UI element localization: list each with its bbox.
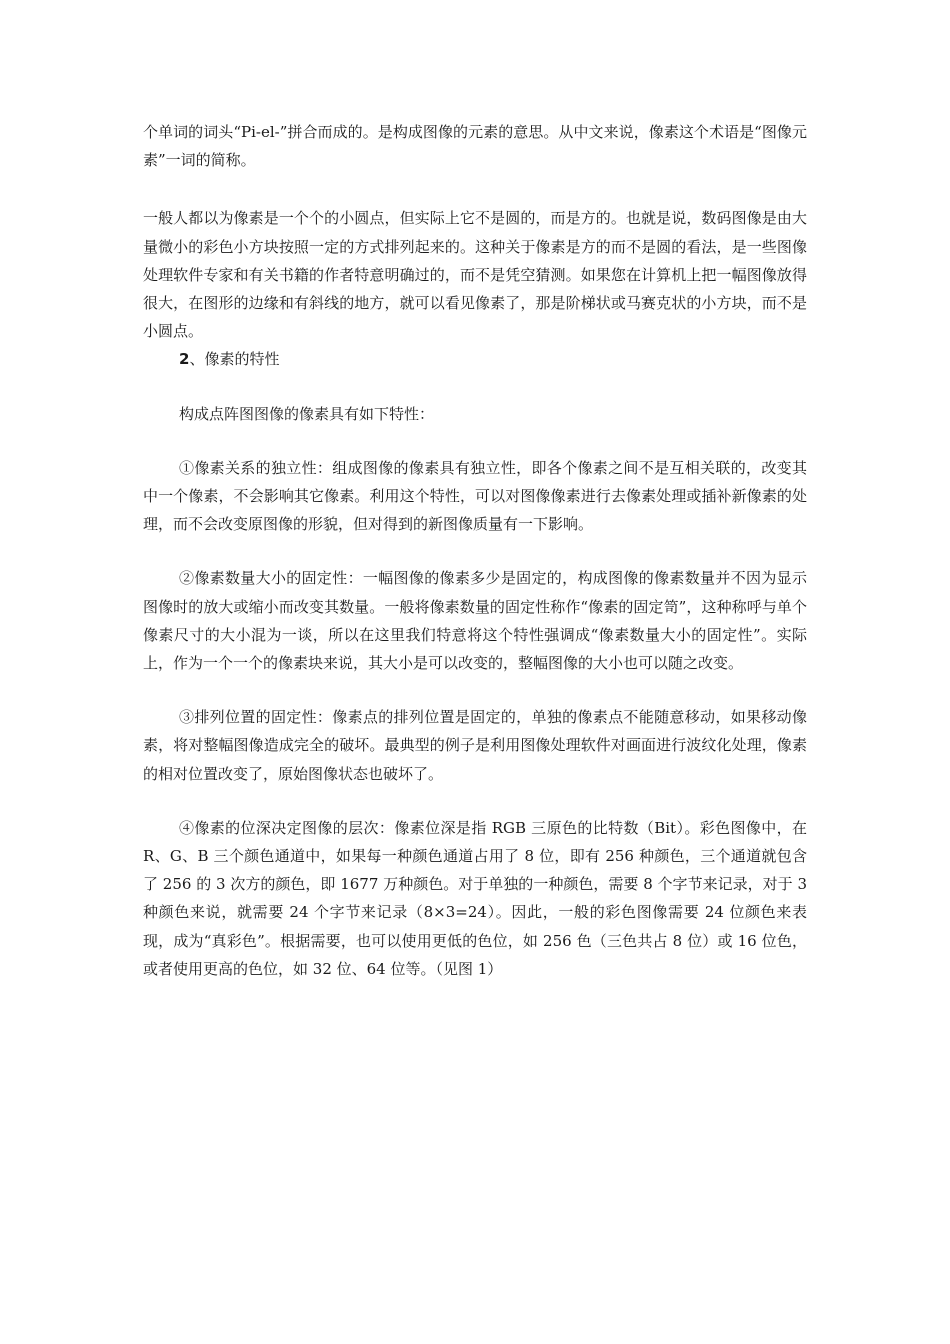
paragraph-property-independence: ①像素关系的独立性：组成图像的像素具有独立性，即各个像素之间不是互相关联的，改变其中一个像素，不会影响其它像素。利用这个特性，可以对图像像素进行去像素处理或插补新像素的处理，而不会改变原图像的形貌，但对得到的新图像质量有一下影响。 <box>143 458 807 534</box>
paragraph-properties-intro: 构成点阵图图像的像素具有如下特性： <box>179 404 435 423</box>
section-heading-text: 、像素的特性 <box>189 350 280 369</box>
paragraph-pixel-shape: 一般人都以为像素是一个个的小圆点，但实际上它不是圆的，而是方的。也就是说，数码图像是由大量微小的彩色小方块按照一定的方式排列起来的。这种关于像素是方的而不是圆的看法，是一些图像处理软件专家和有关书籍的作者特意明确过的，而不是凭空猜测。如果您在计算机上把一幅图像放得很大，在图形的边缘和有斜线的地方，就可以看见像素了，那是阶梯状或马赛克状的小方块，而不是小圆点。 <box>143 209 807 341</box>
section-heading <box>143 345 807 373</box>
paragraph-property-bit-depth: ④像素的位深决定图像的层次：像素位深是指 RGB 三原色的比特数（Bit）。彩色图像中，在 R、G、B 三个颜色通道中，如果每一种颜色通道占用了 8 位，即有 256 种颜色，三个通道就包含了 256 的 3 次方的颜色，即 1677 万种颜色。对于单独的一种颜色，需要 8 个字节来记录，对于 3 种颜色来说，就需要 24 个字节来记录（8×3=24）。因此，一般的彩色图像需要 24 位颜色来表现，成为“真彩色”。根据需要，也可以使用更低的色位，如 256 色（三色共占 8 位）或 16 位色，或者使用更高的色位，如 32 位、64 位等。（见图 1） <box>143 818 807 978</box>
document-body <box>143 118 807 983</box>
paragraph-pixel-etymology: 个单词的词头“Pi-el-”拼合而成的。是构成图像的元素的意思。从中文来说，像素这个术语是“图像元素”一词的简称。 <box>143 123 807 170</box>
paragraph-property-position: ③排列位置的固定性：像素点的排列位置是固定的，单独的像素点不能随意移动，如果移动像素，将对整幅图像造成完全的破坏。最典型的例子是利用图像处理软件对画面进行波纹化处理，像素的相对位置改变了，原始图像状态也破坏了。 <box>143 708 807 783</box>
section-heading-number: 2 <box>179 350 190 369</box>
paragraph-property-quantity: ②像素数量大小的固定性：一幅图像的像素多少是固定的，构成图像的像素数量并不因为显示图像时的放大或缩小而改变其数量。一般将像素数量的固定性称作“像素的固定笥”，这种称呼与单个像素尺寸的大小混为一谈，所以在这里我们特意将这个特性强调成“像素数量大小的固定性”。实际上，作为一个一个的像素块来说，其大小是可以改变的，整幅图像的大小也可以随之改变。 <box>143 569 807 673</box>
